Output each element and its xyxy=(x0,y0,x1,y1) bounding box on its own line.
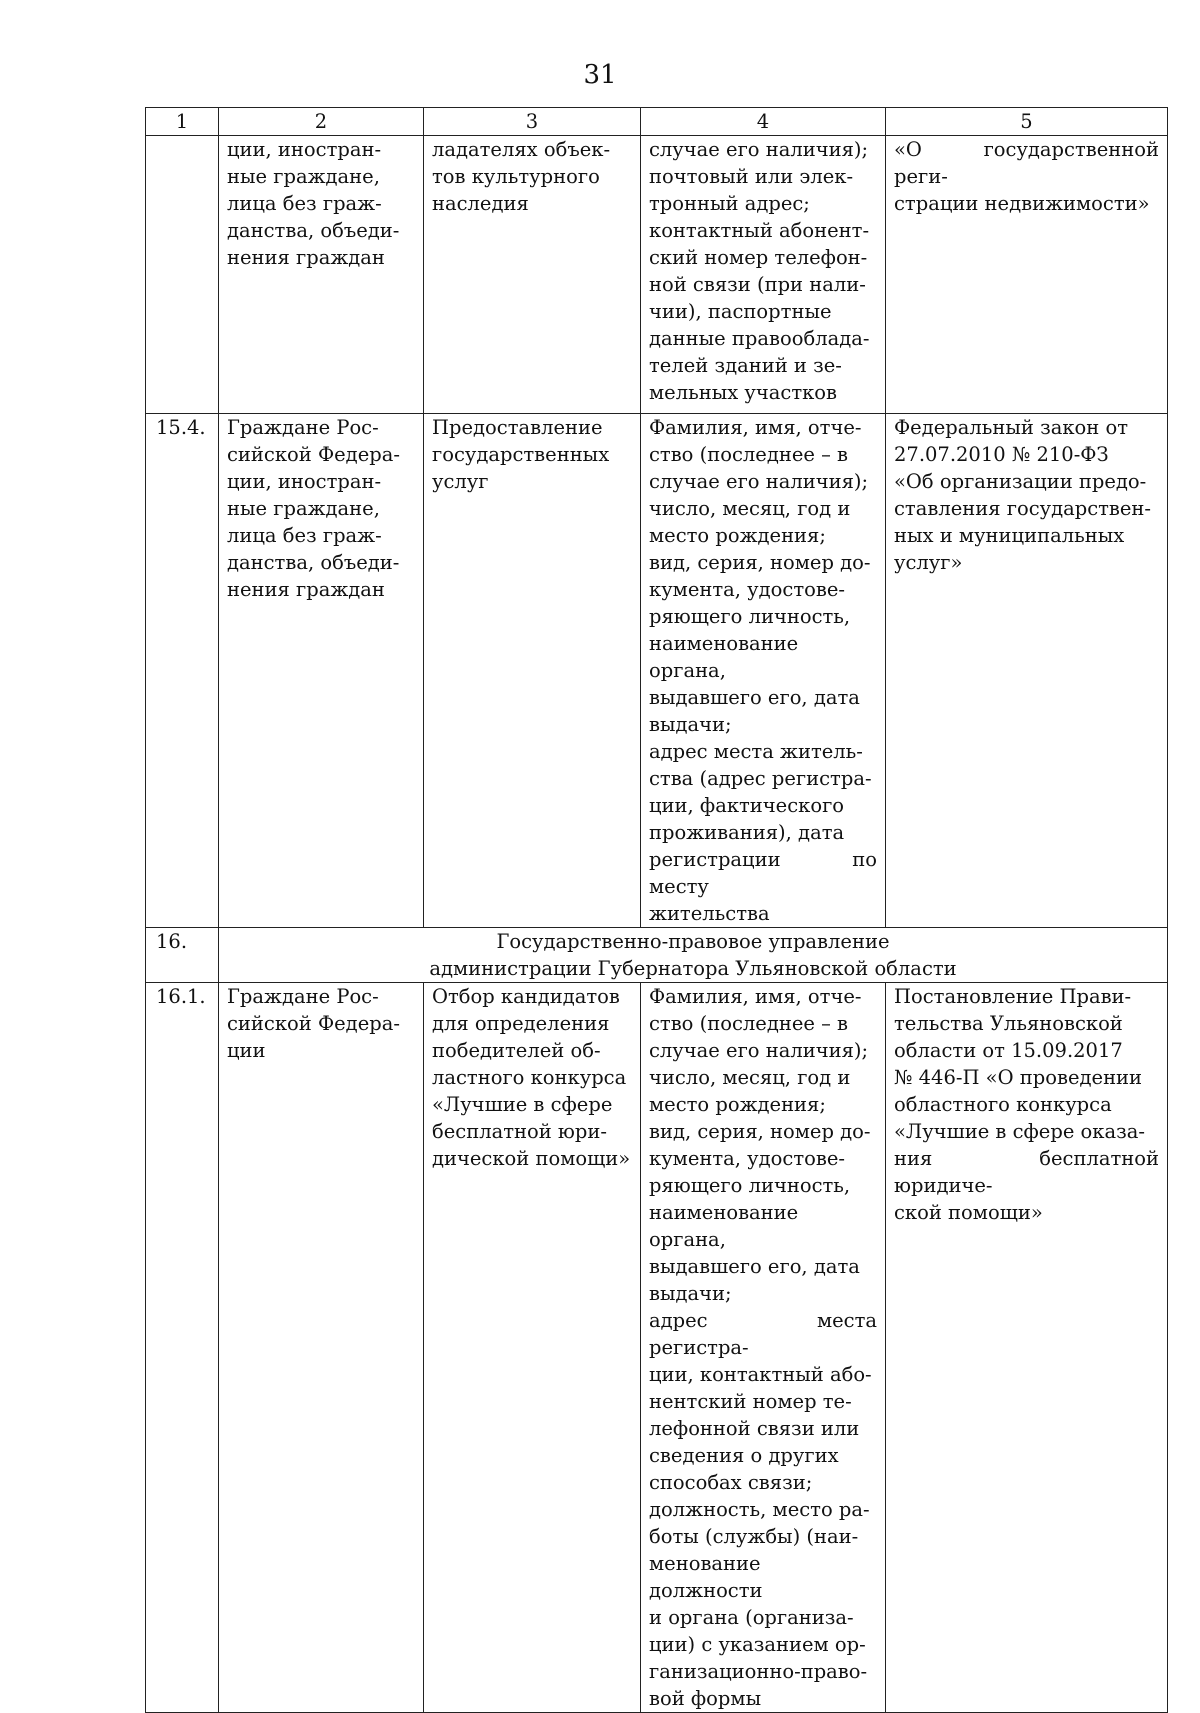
cell-line: боты (службы) (наи- xyxy=(649,1525,859,1548)
column-header-row xyxy=(146,108,1168,136)
cell-line: случае его наличия); xyxy=(649,470,869,493)
cell-line: выдавшего его, дата xyxy=(649,1255,860,1278)
cell-line: жительства xyxy=(649,902,770,925)
cell-line: менование должности xyxy=(649,1552,763,1602)
applicant-cell xyxy=(219,414,424,928)
cell-line: ции) с указанием ор- xyxy=(649,1633,866,1656)
cell-line: Граждане Рос- xyxy=(227,985,379,1008)
cell-line: ния бесплатной юридиче- xyxy=(894,1147,1159,1197)
cell-line: и органа (организа- xyxy=(649,1606,854,1629)
cell-line: данные правооблада- xyxy=(649,327,870,350)
legal-basis-cell xyxy=(886,136,1168,414)
cell-line: данства, объеди- xyxy=(227,219,400,242)
cell-line: ряющего личность, xyxy=(649,1174,851,1197)
cell-line: Отбор кандидатов xyxy=(432,985,620,1008)
column-header: 2 xyxy=(219,108,424,136)
cell-line: чии), паспортные xyxy=(649,300,832,323)
cell-line: наименование органа, xyxy=(649,1201,799,1251)
section-row xyxy=(146,928,1168,983)
cell-line: победителей об- xyxy=(432,1039,601,1062)
cell-line: Фамилия, имя, отче- xyxy=(649,416,862,439)
cell-line: адрес места житель- xyxy=(649,740,863,763)
cell-line: выдачи; xyxy=(649,713,732,736)
cell-line: «Об организации предо- xyxy=(894,470,1147,493)
data-list-cell xyxy=(641,136,886,414)
cell-line: бесплатной юри- xyxy=(432,1120,607,1143)
document-table xyxy=(145,107,1168,1713)
cell-line: лица без граж- xyxy=(227,192,382,215)
cell-line: случае его наличия); xyxy=(649,1039,869,1062)
page-number: 31 xyxy=(583,60,617,90)
cell-line: регистрации по месту xyxy=(649,848,877,898)
cell-line: должность, место ра- xyxy=(649,1498,870,1521)
cell-line: место рождения; xyxy=(649,1093,826,1116)
cell-line: наименование органа, xyxy=(649,632,799,682)
cell-line: тронный адрес; xyxy=(649,192,810,215)
cell-line: проживания), дата xyxy=(649,821,845,844)
cell-line: кумента, удостове- xyxy=(649,1147,845,1170)
cell-line: сийской Федера- xyxy=(227,443,400,466)
cell-line: «Лучшие в сфере xyxy=(432,1093,613,1116)
cell-line: почтовый или элек- xyxy=(649,165,854,188)
cell-line: адрес места регистра- xyxy=(649,1309,877,1359)
cell-line: дической помощи» xyxy=(432,1147,631,1170)
cell-line: контактный абонент- xyxy=(649,219,870,242)
cell-line: государственных xyxy=(432,443,610,466)
row-number xyxy=(146,136,219,414)
cell-line: областного конкурса xyxy=(894,1093,1112,1116)
cell-line: ластного конкурса xyxy=(432,1066,627,1089)
cell-line: место рождения; xyxy=(649,524,826,547)
cell-line: ряющего личность, xyxy=(649,605,851,628)
cell-line: вид, серия, номер до- xyxy=(649,1120,871,1143)
cell-line: тов культурного xyxy=(432,165,600,188)
cell-line: ство (последнее – в xyxy=(649,443,849,466)
cell-line: ганизационно-право- xyxy=(649,1660,868,1683)
cell-line: ные граждане, xyxy=(227,497,380,520)
table-row xyxy=(146,983,1168,1713)
cell-line: лица без граж- xyxy=(227,524,382,547)
column-header: 4 xyxy=(641,108,886,136)
cell-line: услуг» xyxy=(894,551,963,574)
cell-line: ции, контактный або- xyxy=(649,1363,872,1386)
legal-basis-cell xyxy=(886,983,1168,1713)
cell-line: случае его наличия); xyxy=(649,138,869,161)
table-row xyxy=(146,414,1168,928)
data-list-cell xyxy=(641,983,886,1713)
cell-line: ных и муниципальных xyxy=(894,524,1125,547)
cell-line: ский номер телефон- xyxy=(649,246,868,269)
cell-line: способах связи; xyxy=(649,1471,813,1494)
cell-line: «Лучшие в сфере оказа- xyxy=(894,1120,1145,1143)
cell-line: ной связи (при нали- xyxy=(649,273,866,296)
cell-line: ставления государствен- xyxy=(894,497,1152,520)
cell-line: данства, объеди- xyxy=(227,551,400,574)
cell-line: число, месяц, год и xyxy=(649,1066,851,1089)
cell-line: ство (последнее – в xyxy=(649,1012,849,1035)
cell-line: Постановление Прави- xyxy=(894,985,1132,1008)
data-list-cell xyxy=(641,414,886,928)
column-header: 5 xyxy=(886,108,1168,136)
cell-line: сийской Федера- xyxy=(227,1012,400,1035)
cell-line: ции, иностран- xyxy=(227,138,382,161)
cell-line: мельных участков xyxy=(649,381,838,404)
cell-line: области от 15.09.2017 xyxy=(894,1039,1123,1062)
cell-line: ства (адрес регистра- xyxy=(649,767,872,790)
section-title-line: администрации Губернатора Ульяновской области xyxy=(429,957,957,980)
cell-line: нентский номер те- xyxy=(649,1390,852,1413)
cell-line: выдачи; xyxy=(649,1282,732,1305)
section-title-line: Государственно-правовое управление xyxy=(496,930,890,953)
section-title xyxy=(219,928,1168,983)
purpose-cell xyxy=(424,983,641,1713)
cell-line: вой формы xyxy=(649,1687,762,1710)
cell-line: ные граждане, xyxy=(227,165,380,188)
row-number: 15.4. xyxy=(146,414,219,928)
cell-line: Предоставление xyxy=(432,416,603,439)
purpose-cell xyxy=(424,414,641,928)
table-row xyxy=(146,136,1168,414)
cell-line: ции, иностран- xyxy=(227,470,382,493)
cell-line: услуг xyxy=(432,470,489,493)
cell-line: Федеральный закон от xyxy=(894,416,1129,439)
cell-line: Граждане Рос- xyxy=(227,416,379,439)
cell-line: «О государственной реги- xyxy=(894,138,1159,188)
cell-line: ской помощи» xyxy=(894,1201,1043,1224)
applicant-cell xyxy=(219,983,424,1713)
cell-line: лефонной связи или xyxy=(649,1417,860,1440)
cell-line: нения граждан xyxy=(227,246,385,269)
cell-line: страции недвижимости» xyxy=(894,192,1150,215)
cell-line: 27.07.2010 № 210-ФЗ xyxy=(894,443,1109,466)
column-header: 1 xyxy=(146,108,219,136)
cell-line: Фамилия, имя, отче- xyxy=(649,985,862,1008)
cell-line: наследия xyxy=(432,192,529,215)
cell-line: ладателях объек- xyxy=(432,138,611,161)
cell-line: тельства Ульяновской xyxy=(894,1012,1123,1035)
cell-line: выдавшего его, дата xyxy=(649,686,860,709)
cell-line: ции xyxy=(227,1039,266,1062)
row-number: 16.1. xyxy=(146,983,219,1713)
cell-line: телей зданий и зе- xyxy=(649,354,842,377)
cell-line: вид, серия, номер до- xyxy=(649,551,871,574)
cell-line: для определения xyxy=(432,1012,610,1035)
applicant-cell xyxy=(219,136,424,414)
cell-line: сведения о других xyxy=(649,1444,839,1467)
section-number: 16. xyxy=(146,928,219,983)
cell-line: № 446-П «О проведении xyxy=(894,1066,1143,1089)
cell-line: ции, фактического xyxy=(649,794,845,817)
column-header: 3 xyxy=(424,108,641,136)
cell-line: число, месяц, год и xyxy=(649,497,851,520)
cell-line: нения граждан xyxy=(227,578,385,601)
legal-basis-cell xyxy=(886,414,1168,928)
cell-line: кумента, удостове- xyxy=(649,578,845,601)
purpose-cell xyxy=(424,136,641,414)
